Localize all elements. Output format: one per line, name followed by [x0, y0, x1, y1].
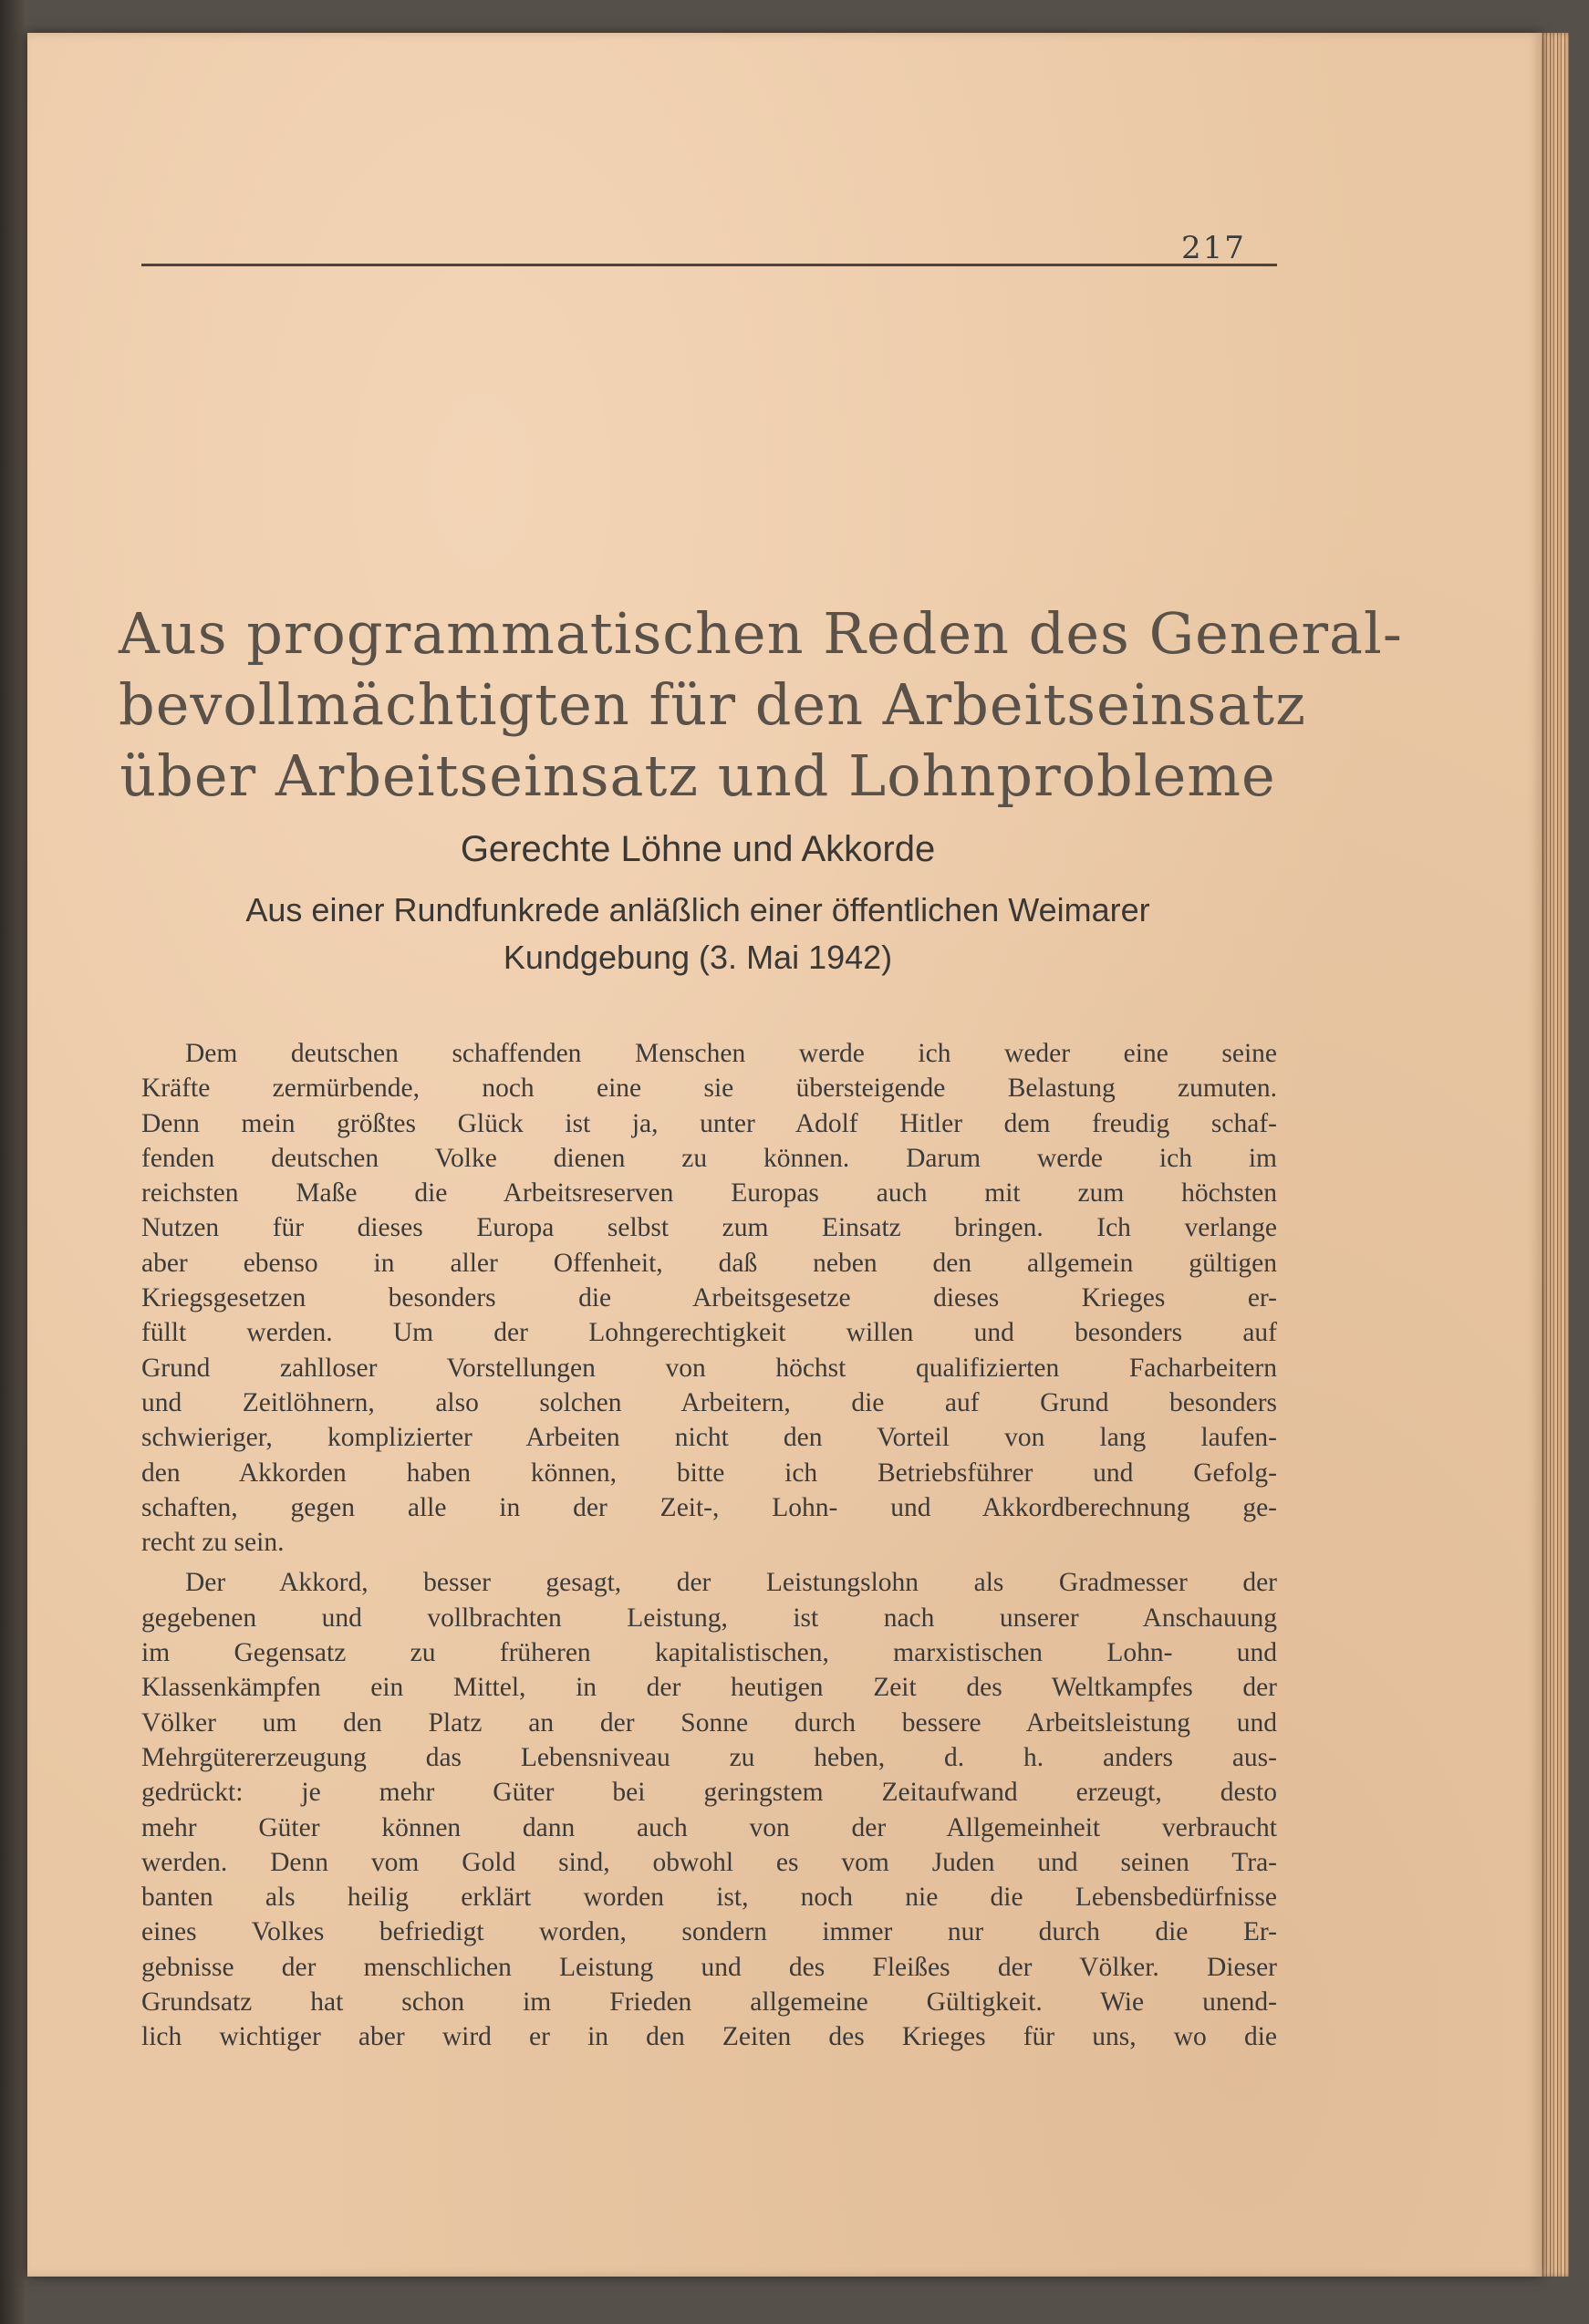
text-line: Grund zahlloser Vorstellungen von höchst qualifizierten Facharbeitern — [141, 1353, 1277, 1383]
text-line: reichsten Maße die Arbeitsreserven Europas auch mit zum höchsten — [141, 1178, 1277, 1209]
text-line: Nutzen für dieses Europa selbst zum Einsatz bringen. Ich verlange — [141, 1213, 1277, 1243]
text-line: werden. Denn vom Gold sind, obwohl es vom Juden und seinen Tra- — [141, 1847, 1277, 1877]
text-line: Dem deutschen schaffenden Menschen werde ich weder eine seine — [185, 1039, 1277, 1068]
text-line: aber ebenso in aller Offenheit, daß neben den allgemein gültigen — [141, 1248, 1277, 1278]
subtitle: Gerechte Löhne und Akkorde — [460, 829, 936, 869]
title-line-1: Aus programmatischen Reden des General- — [119, 600, 1403, 667]
text-line: Kriegsgesetzen besonders die Arbeitsgesetze dieses Krieges er- — [141, 1283, 1277, 1313]
text-line: lich wichtiger aber wird er in den Zeiten des Krieges für uns, wo die — [141, 2022, 1277, 2052]
text-line: den Akkorden haben können, bitte ich Betriebsführer und Gefolg- — [141, 1458, 1277, 1488]
text-line: Der Akkord, besser gesagt, der Leistungslohn als Gradmesser der — [185, 1568, 1277, 1598]
title-block — [119, 598, 1403, 981]
paragraph-2 — [141, 1565, 1277, 2054]
text-line: eines Volkes befriedigt worden, sondern immer nur durch die Er- — [141, 1917, 1277, 1947]
text-line: Denn mein größtes Glück ist ja, unter Adolf Hitler dem freudig schaf- — [141, 1108, 1277, 1138]
text-line: gebnisse der menschlichen Leistung und des Fleißes der Völker. Dieser — [141, 1952, 1277, 1982]
body-text — [141, 1036, 1277, 2055]
text-line: und Zeitlöhnern, also solchen Arbeitern, die auf Grund besonders — [141, 1387, 1277, 1417]
source-line-1: Aus einer Rundfunkrede anläßlich einer öffentlichen Weimarer — [245, 891, 1150, 929]
title-line-3: über Arbeitseinsatz und Lohnprobleme — [119, 742, 1276, 809]
text-line: banten als heilig erklärt worden ist, noch nie die Lebensbedürfnisse — [141, 1883, 1277, 1913]
page-content — [119, 33, 1403, 2277]
text-line: Klassenkämpfen ein Mittel, in der heutigen Zeit des Weltkampfes der — [141, 1673, 1277, 1703]
text-line: füllt werden. Um der Lohngerechtigkeit willen und besonders auf — [141, 1318, 1277, 1348]
text-line: Grundsatz hat schon im Frieden allgemeine Gültigkeit. Wie unend- — [141, 1987, 1277, 2018]
text-line: fenden deutschen Volke dienen zu können. Darum werde ich im — [141, 1143, 1277, 1173]
page-number: 217 — [1181, 230, 1246, 266]
text-line: schaften, gegen alle in der Zeit-, Lohn- und Akkordberechnung ge- — [141, 1492, 1277, 1522]
text-line: Mehrgütererzeugung das Lebensniveau zu heben, d. h. anders aus- — [141, 1742, 1277, 1772]
title-line-2: bevollmächtigten für den Arbeitseinsatz — [119, 671, 1306, 738]
text-line: gegebenen und vollbrachten Leistung, ist nach unserer Anschauung — [141, 1603, 1277, 1633]
text-line: mehr Güter können dann auch von der Allgemeinheit verbraucht — [141, 1812, 1277, 1842]
source-line-2: Kundgebung (3. Mai 1942) — [503, 939, 893, 976]
book-gutter-shadow — [0, 0, 27, 2324]
book-page — [27, 33, 1542, 2277]
text-line: Kräfte zermürbende, noch eine sie übersteigende Belastung zumuten. — [141, 1074, 1277, 1104]
text-line: schwieriger, komplizierter Arbeiten nicht den Vorteil von lang laufen- — [141, 1423, 1277, 1453]
paragraph-1 — [141, 1036, 1277, 1560]
text-line: gedrückt: je mehr Güter bei geringstem Zeitaufwand erzeugt, desto — [141, 1778, 1277, 1808]
text-line: recht zu sein. — [141, 1528, 285, 1558]
text-line: im Gegensatz zu früheren kapitalistischen, marxistischen Lohn- und — [141, 1638, 1277, 1668]
text-line: Völker um den Platz an der Sonne durch bessere Arbeitsleistung und — [141, 1707, 1277, 1738]
header-rule — [141, 264, 1277, 266]
